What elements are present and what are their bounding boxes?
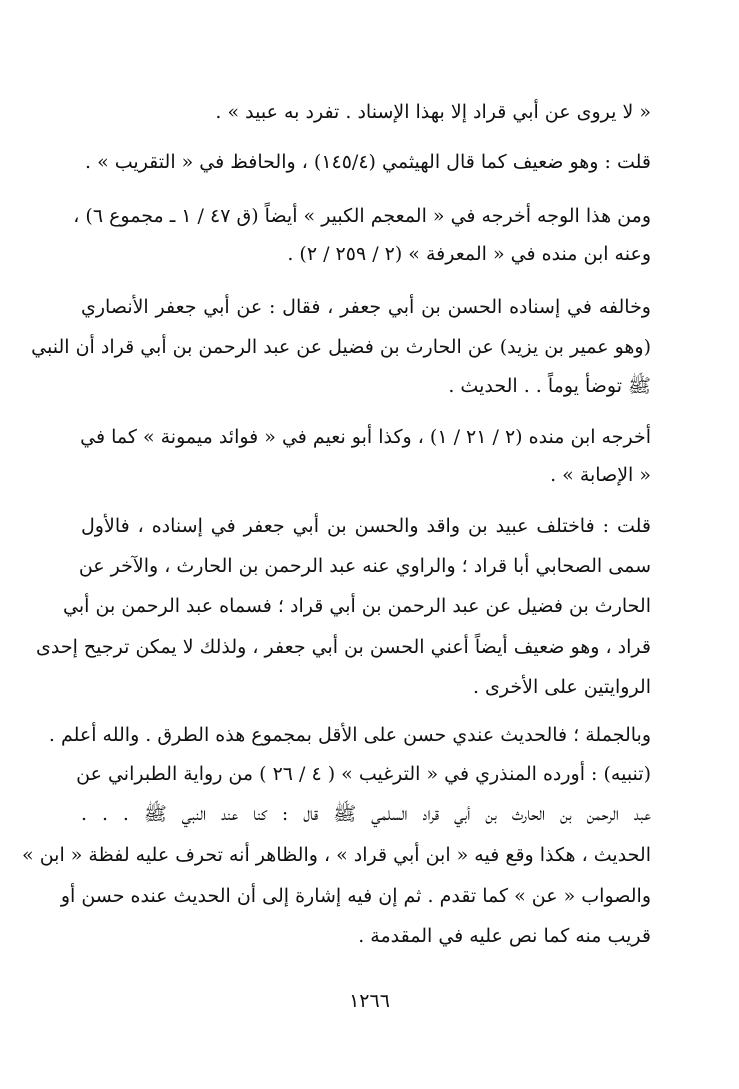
- text-line: سمى الصحابي أبا قراد ؛ والراوي عنه عبد الرحمن بن الحارث ، والآخر عن: [78, 555, 651, 577]
- text-line: أخرجه ابن منده (٢ / ٢١ / ١) ، وكذا أبو نعيم في « فوائد ميمونة » كما في: [80, 426, 651, 448]
- text-line: وبالجملة ؛ فالحديث عندي حسن على الأقل بمجموع هذه الطرق . والله أعلم .: [48, 724, 651, 746]
- text-line: قلت : فاختلف عبيد بن واقد والحسن بن أبي جعفر في إسناده ، فالأول: [81, 515, 651, 537]
- text-line: قلت : وهو ضعيف كما قال الهيثمي (١٤٥/٤) ، والحافظ في « التقريب » .: [85, 151, 651, 173]
- text-line: قراد ، وهو ضعيف أيضاً أعني الحسن بن أبي جعفر ، ولذلك لا يمكن ترجيح إحدى: [36, 636, 651, 658]
- text-line: عبد الرحمن بن الحارث بن أبي قراد السلمي ﷺ قال : كنا عند النبي ﷺ . . .: [81, 803, 651, 825]
- text-line: وعنه ابن منده في « المعرفة » (٢ / ٢٥٩ / ٢) .: [287, 243, 651, 265]
- text-line: « لا يروى عن أبي قراد إلا بهذا الإسناد . تفرد به عبيد » .: [215, 101, 651, 123]
- page-number: ١٢٦٦: [349, 990, 390, 1012]
- text-line: (تنبيه) : أورده المنذري في « الترغيب » ( ٤ / ٢٦ ) من رواية الطبراني عن: [76, 763, 651, 785]
- text-line: والصواب « عن » كما تقدم . ثم إن فيه إشارة إلى أن الحديث عنده حسن أو: [60, 885, 651, 907]
- text-line: ومن هذا الوجه أخرجه في « المعجم الكبير » أيضاً (ق ٤٧ / ١ ـ مجموع ٦) ،: [73, 205, 651, 227]
- text-line: وخالفه في إسناده الحسن بن أبي جعفر ، فقال : عن أبي جعفر الأنصاري: [81, 296, 651, 318]
- text-line: (وهو عمير بن يزيد) عن الحارث بن فضيل عن عبد الرحمن بن أبي قراد أن النبي: [31, 336, 651, 358]
- text-line: الحديث ، هكذا وقع فيه « ابن أبي قراد » ، والظاهر أنه تحرف عليه لفظة « ابن »: [22, 844, 651, 866]
- text-line: « الإصابة » .: [550, 464, 651, 486]
- text-line: الحارث بن فضيل عن عبد الرحمن بن أبي قراد ؛ فسماه عبد الرحمن بن أبي: [63, 595, 651, 617]
- text-line: قريب منه كما نص عليه في المقدمة .: [358, 925, 651, 947]
- text-line: ﷺ توضأ يوماً . . الحديث .: [448, 375, 651, 397]
- text-line: الروايتين على الأخرى .: [472, 676, 651, 698]
